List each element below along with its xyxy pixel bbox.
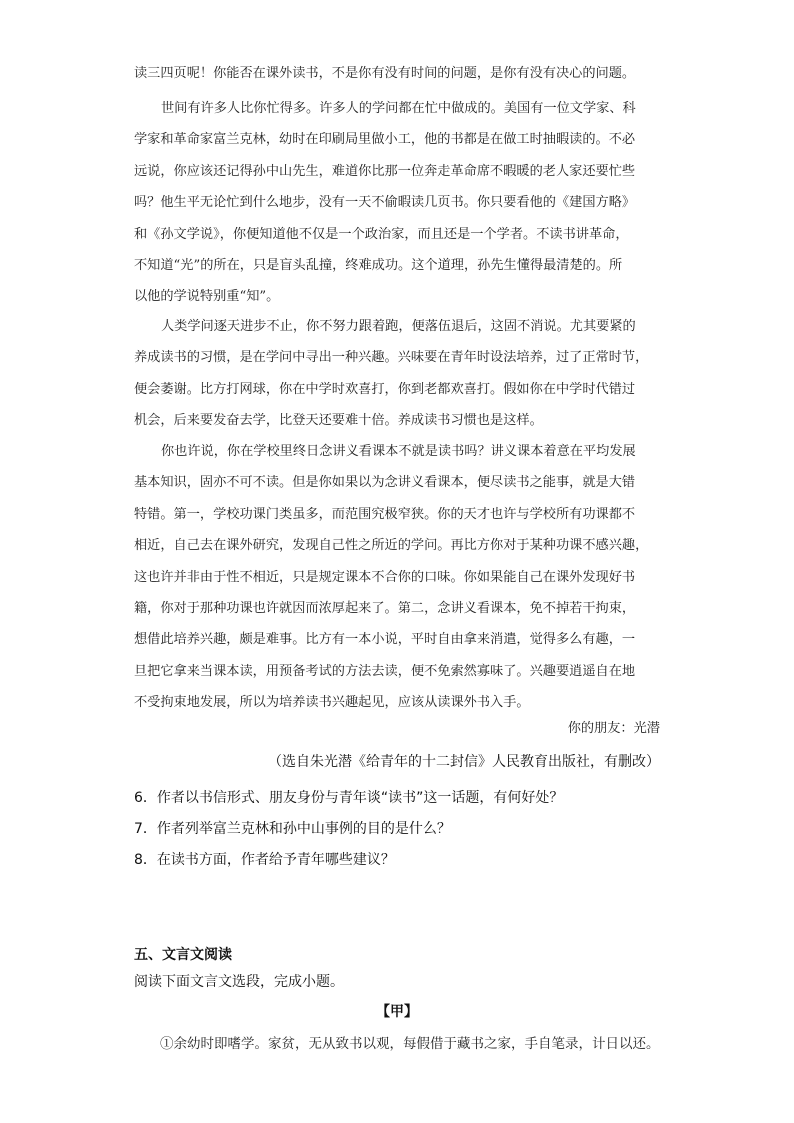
text-line: 不知道“光”的所在，只是盲头乱撞，终难成功。这个道理，孙先生懂得最清楚的。所 xyxy=(134,258,623,274)
classical-text-line-1: ①余幼时即嗜学。家贫，无从致书以观，每假借于藏书之家，手自笔录，计日以还。 xyxy=(160,1036,660,1052)
passage-paragraph-3 xyxy=(134,311,662,437)
passage-paragraph-2 xyxy=(134,93,662,313)
text-line: 和《孙文学说》，你便知道他不仅是一个政治家，而且还是一个学者。不读书讲革命， xyxy=(134,226,629,242)
text-line: 机会，后来要发奋去学，比登天还要难十倍。养成读书习惯也是这样。 xyxy=(134,413,543,429)
text-line: 远说，你应该还记得孙中山先生，难道你比那一位奔走革命席不暇暖的老人家还要忙些 xyxy=(134,163,636,179)
question-6: 6．作者以书信形式、朋友身份与青年谈“读书”这一话题，有何好处？ xyxy=(134,790,564,806)
text-line: 学家和革命家富兰克林，幼时在印刷局里做小工，他的书都是在做工时抽暇读的。不必 xyxy=(134,132,636,148)
text-line: 养成读书的习惯，是在学问中寻出一种兴趣。兴味要在青年时设法培养，过了正常时节， xyxy=(134,350,649,366)
text-line: 想借此培养兴趣，颇是难事。比方有一本小说，平时自由拿来消遣，觉得多么有趣，一 xyxy=(134,632,636,648)
text-line: 世间有许多人比你忙得多。许多人的学问都在忙中做成的。美国有一位文学家、科 xyxy=(161,101,636,116)
text-line: 吗？他生平无论忙到什么地步，没有一天不偷暇读几页书。你只要看他的《建国方略》 xyxy=(134,195,636,211)
text-line: 这也许并非由于性不相近，只是规定课本不合你的口味。你如果能自己在课外发现好书 xyxy=(134,569,636,585)
text-line: 人类学问逐天进步不止，你不努力跟着跑，便落伍退后，这固不消说。尤其要紧的 xyxy=(161,319,636,334)
section-title: 五、文言文阅读 xyxy=(134,947,232,963)
text-line: 不受拘束地发展，所以为培养读书兴趣起见，应该从读课外书入手。 xyxy=(134,695,530,711)
passage-paragraph-4 xyxy=(134,436,662,719)
text-line: 相近，自己去在课外研究，发现自己性之所近的学问。再比方你对于某种功课不感兴趣， xyxy=(134,538,649,554)
letter-signature: 你的朋友：光潜 xyxy=(567,721,660,736)
text-line: 读三四页呢！你能否在课外读书，不是你有没有时间的问题，是你有没有决心的问题。 xyxy=(134,66,636,81)
text-a-heading: 【甲】 xyxy=(376,1004,418,1020)
text-line: 特错。第一，学校功课门类虽多，而范围究极窄狭。你的天才也许与学校所有功课都不 xyxy=(134,506,636,522)
passage-paragraph-1 xyxy=(134,58,662,89)
text-line: 以他的学说特别重“知”。 xyxy=(134,289,280,305)
text-line: 基本知识，固亦不可不读。但是你如果以为念讲义看课本，便尽读书之能事，就是大错 xyxy=(134,475,636,491)
section-instruction: 阅读下面文言文选段，完成小题。 xyxy=(134,974,344,990)
passage-source: （选自朱光潜《给青年的十二封信》人民教育出版社，有删改） xyxy=(268,754,660,770)
question-8: 8．在读书方面，作者给予青年哪些建议？ xyxy=(134,852,395,868)
text-line: 旦把它拿来当课本读，用预备考试的方法去读，便不免索然寡味了。兴趣要逍遥自在地 xyxy=(134,663,636,679)
question-7: 7．作者列举富兰克林和孙中山事例的目的是什么？ xyxy=(134,821,451,837)
text-line: 便会萎谢。比方打网球，你在中学时欢喜打，你到老都欢喜打。假如你在中学时代错过 xyxy=(134,381,636,397)
text-line: 你也许说，你在学校里终日念讲义看课本不就是读书吗？讲义课本着意在平均发展 xyxy=(161,444,636,459)
text-line: 籍，你对于那种功课也许就因而浓厚起来了。第二，念讲义看课本，免不掉若干拘束， xyxy=(134,601,636,617)
